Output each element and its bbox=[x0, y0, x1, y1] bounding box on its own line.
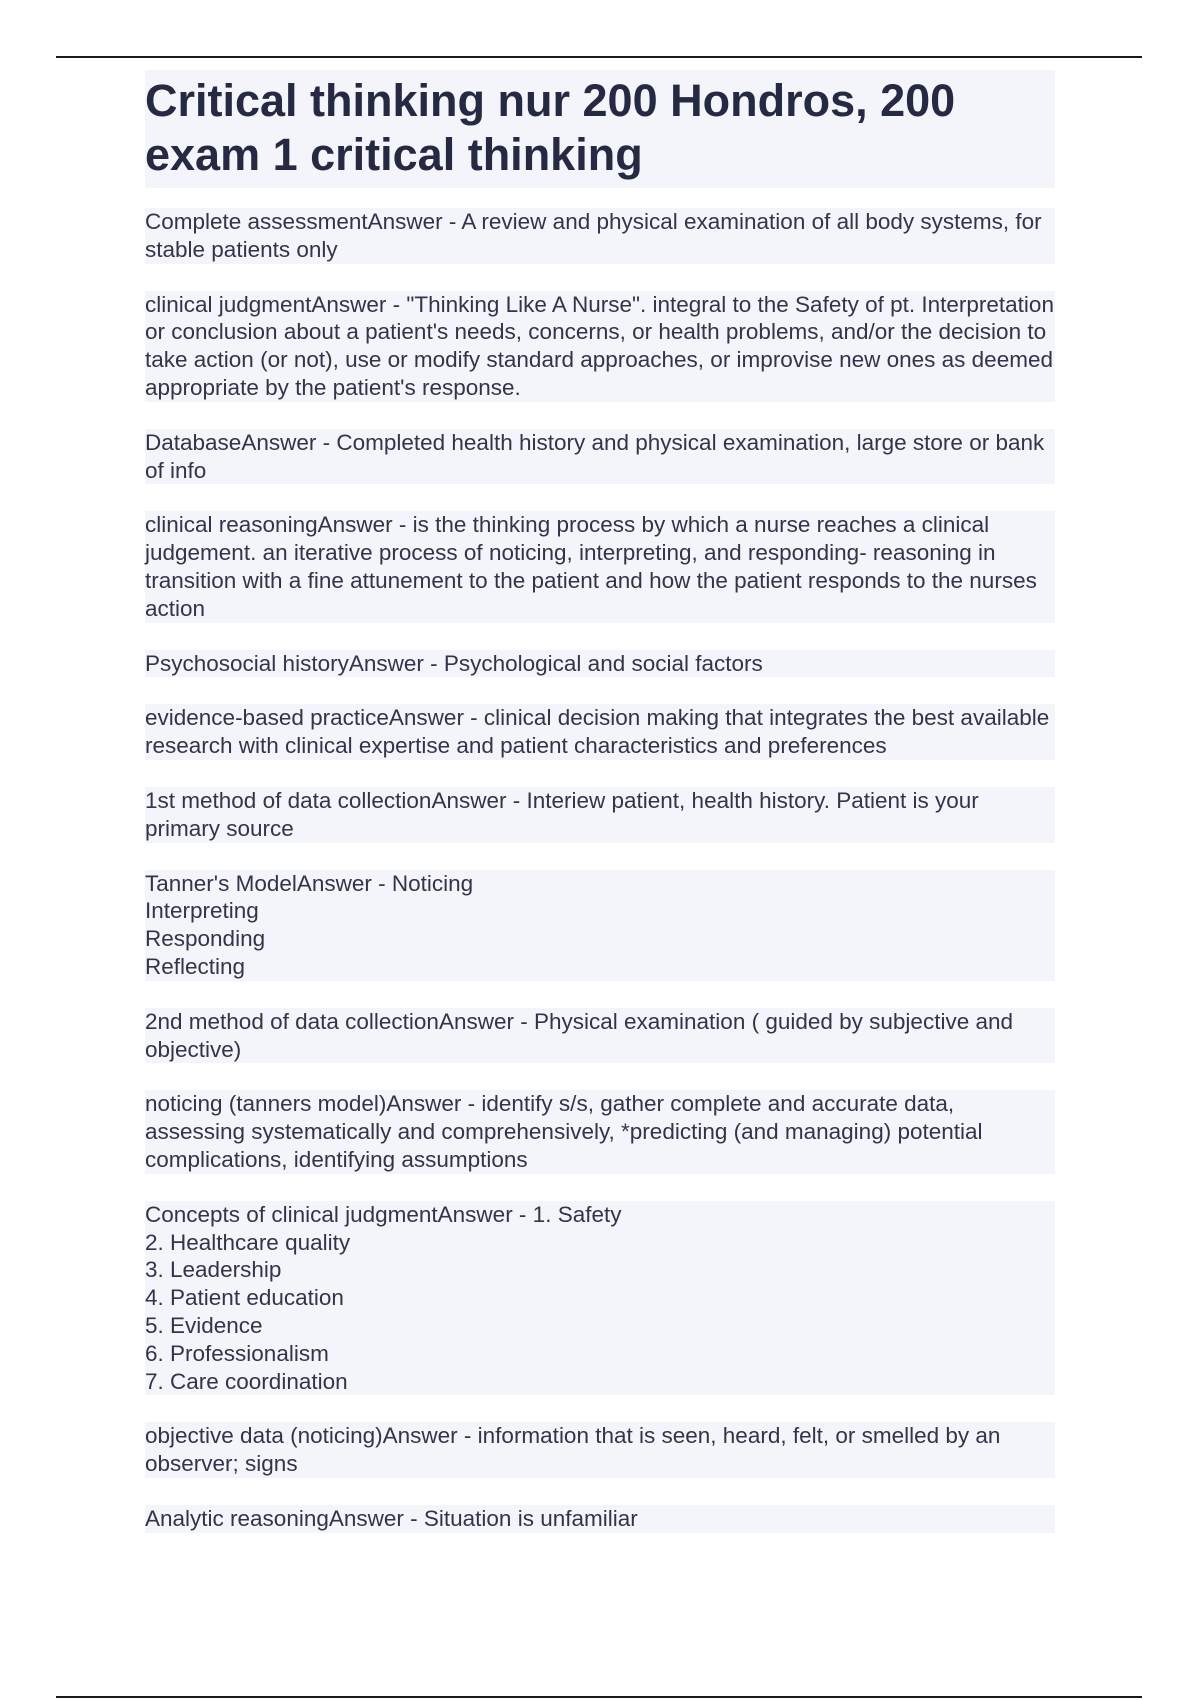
entry-answer: Answer - Physical examination ( guided by subjective and objective) bbox=[145, 1008, 1013, 1062]
list-item bbox=[145, 1008, 1055, 1064]
entry-answer: Answer - is the thinking process by which a nurse reaches a clinical judgement. an iterative process of noticing, interpreting, and responding- reasoning in transition with a fine attunement to the patient and how the patient responds to the nurses action bbox=[145, 512, 1037, 621]
entry-term: clinical reasoning bbox=[145, 512, 318, 538]
entry-term: Psychosocial history bbox=[145, 650, 349, 676]
entry-term: Tanner's Model bbox=[145, 870, 297, 896]
entry-term: Analytic reasoning bbox=[145, 1505, 329, 1531]
list-item bbox=[145, 1505, 1055, 1533]
entry-answer: Answer - clinical decision making that integrates the best available research with clinical expertise and patient characteristics and preferences bbox=[145, 705, 1050, 759]
entry-answer: Answer - Situation is unfamiliar bbox=[328, 1505, 638, 1531]
entry-term: clinical judgment bbox=[145, 291, 312, 317]
entry-answer: Answer - Psychological and social factors bbox=[348, 650, 763, 676]
list-item bbox=[145, 704, 1055, 760]
list-item bbox=[145, 650, 1055, 678]
entry-term: evidence-based practice bbox=[145, 705, 389, 731]
entry-answer: Answer - Completed health history and physical examination, large store or bank of info bbox=[145, 429, 1045, 483]
list-item bbox=[145, 1422, 1055, 1478]
entry-answer: Answer - Noticing Interpreting Responding Reflecting bbox=[145, 870, 474, 979]
list-item bbox=[145, 1201, 1055, 1396]
entry-term: 2nd method of data collection bbox=[145, 1008, 439, 1034]
top-divider bbox=[56, 56, 1142, 58]
bottom-divider bbox=[56, 1696, 1142, 1698]
entry-term: noticing (tanners model) bbox=[145, 1091, 387, 1117]
entry-answer: Answer - information that is seen, heard, felt, or smelled by an observer; signs bbox=[145, 1423, 1001, 1477]
entry-answer: Answer - identify s/s, gather complete and accurate data, assessing systematically and comprehensively, *predicting (and managing) potential complications, identifying assumptions bbox=[145, 1091, 983, 1172]
list-item bbox=[145, 870, 1055, 981]
title-block bbox=[145, 70, 1055, 188]
entry-term: Concepts of clinical judgment bbox=[145, 1201, 438, 1227]
entry-term: 1st method of data collection bbox=[145, 787, 432, 813]
entry-term: Complete assessment bbox=[145, 209, 368, 234]
entry-answer: Answer - "Thinking Like A Nurse". integral to the Safety of pt. Interpretation or conclusion about a patient's needs, concerns, or health problems, and/or the decision to take action (or not), use or modify standard approaches, or improvise new ones as deemed appropriate by the patient's response. bbox=[145, 291, 1054, 400]
list-item bbox=[145, 511, 1055, 622]
list-item bbox=[145, 208, 1055, 264]
entry-answer: Answer - 1. Safety 2. Healthcare quality 3. Leadership 4. Patient education 5. Evidence 6. Professionalism 7. Care coordination bbox=[145, 1201, 622, 1394]
entry-term: Database bbox=[145, 429, 242, 455]
entry-term: objective data (noticing) bbox=[145, 1423, 383, 1449]
list-item bbox=[145, 429, 1055, 485]
page-title: Critical thinking nur 200 Hondros, 200 exam 1 critical thinking bbox=[145, 75, 956, 180]
entry-answer: Answer - Interiew patient, health history. Patient is your primary source bbox=[145, 787, 979, 841]
document-body bbox=[145, 70, 1055, 1560]
entry-answer: Answer - A review and physical examination of all body systems, for stable patients only bbox=[145, 209, 1042, 262]
list-item bbox=[145, 1090, 1055, 1173]
list-item bbox=[145, 787, 1055, 843]
flashcard-list bbox=[145, 208, 1055, 1533]
list-item bbox=[145, 291, 1055, 402]
